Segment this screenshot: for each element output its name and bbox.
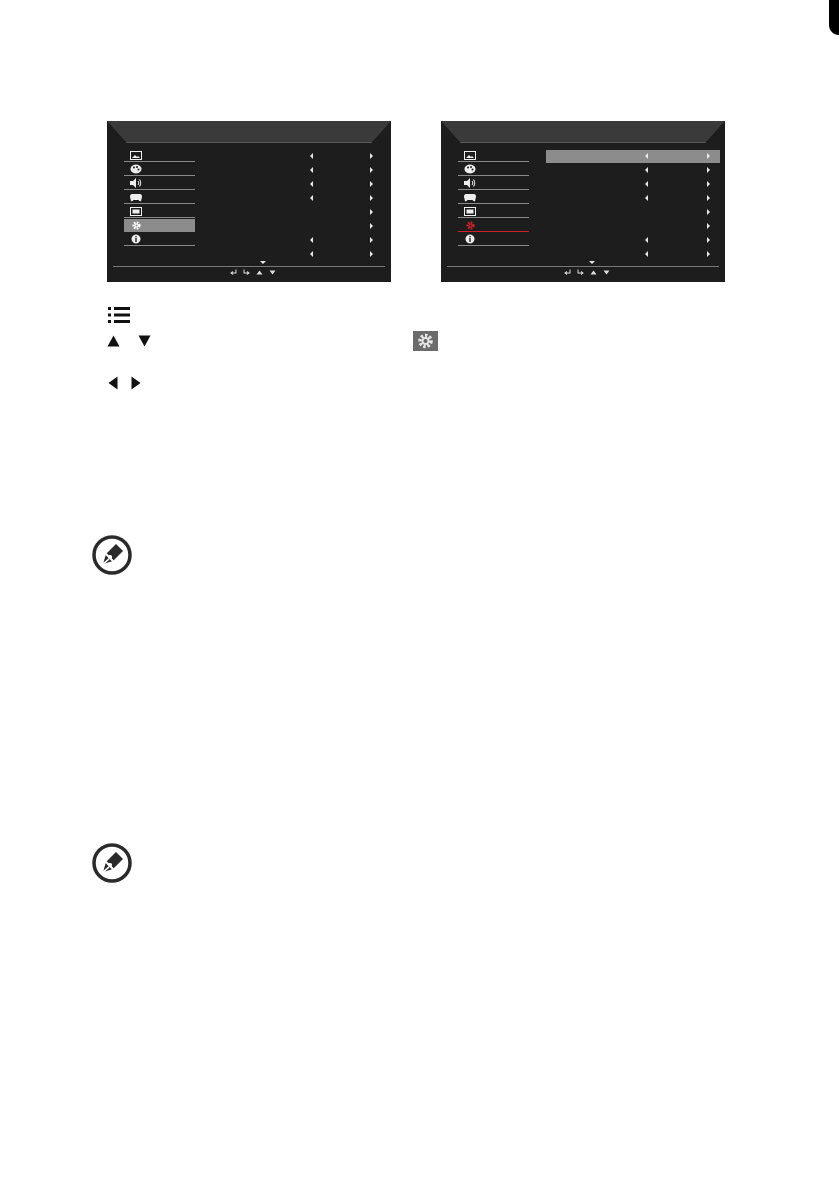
left-arrow-icon (645, 167, 648, 173)
osd-nav-audio[interactable] (458, 177, 529, 190)
right-arrow-icon (131, 376, 141, 390)
right-arrow-icon (370, 251, 373, 257)
left-arrow-icon (645, 237, 648, 243)
color-palette-icon (130, 164, 142, 174)
osd-option-row[interactable] (546, 178, 720, 191)
info-icon (130, 234, 142, 244)
left-arrow-icon (310, 153, 313, 159)
left-arrow-icon (310, 181, 313, 187)
osd-nav-picture[interactable] (124, 149, 195, 162)
picture-icon (464, 150, 476, 160)
down-arrow-icon (603, 270, 610, 275)
osd-option-row-selected[interactable] (546, 150, 720, 163)
picture-icon (130, 150, 142, 160)
up-arrow-icon (107, 335, 120, 347)
right-arrow-icon (370, 195, 373, 201)
right-arrow-icon (707, 167, 710, 173)
osd-nav-color[interactable] (124, 163, 195, 176)
right-arrow-icon (707, 209, 710, 215)
scroll-more-icon[interactable] (589, 261, 595, 264)
right-arrow-icon (707, 195, 710, 201)
up-arrow-icon (256, 270, 263, 275)
color-palette-icon (464, 164, 476, 174)
osd-option-row[interactable] (546, 192, 720, 205)
osd-nav-gaming[interactable] (458, 191, 529, 204)
page-edge-tab (829, 0, 839, 35)
osd-option-row[interactable] (303, 192, 377, 205)
osd-option-row[interactable] (303, 164, 377, 177)
right-arrow-icon (370, 167, 373, 173)
up-arrow-icon (590, 270, 597, 275)
osd-nav-osd[interactable] (124, 205, 195, 218)
osd-header-bar (441, 121, 725, 143)
osd-footer-divider (447, 266, 719, 267)
osd-option-row[interactable] (303, 248, 377, 261)
left-arrow-icon (310, 251, 313, 257)
right-arrow-icon (707, 153, 710, 159)
osd-option-row[interactable] (303, 234, 377, 247)
enter-icon (577, 269, 584, 275)
left-arrow-icon (310, 167, 313, 173)
right-arrow-icon (370, 237, 373, 243)
osd-nav-picture[interactable] (458, 149, 529, 162)
osd-nav-info[interactable] (124, 233, 195, 246)
osd-footer-controls (564, 269, 610, 275)
left-arrow-icon (645, 181, 648, 187)
right-arrow-icon (707, 223, 710, 229)
right-arrow-icon (370, 181, 373, 187)
osd-option-row[interactable] (303, 220, 377, 233)
gamepad-icon (130, 192, 142, 202)
right-arrow-icon (370, 209, 373, 215)
osd-option-row[interactable] (546, 220, 720, 233)
down-arrow-icon (138, 335, 151, 347)
note-icon (92, 535, 132, 575)
osd-option-row[interactable] (546, 248, 720, 261)
osd-nav-system-active[interactable] (458, 219, 529, 232)
gear-icon (130, 220, 142, 230)
back-icon (564, 269, 571, 275)
right-arrow-icon (707, 251, 710, 257)
osd-footer-divider (113, 266, 385, 267)
right-arrow-icon (370, 153, 373, 159)
left-arrow-icon (645, 153, 648, 159)
osd-nav-info[interactable] (458, 233, 529, 246)
speaker-icon (464, 178, 476, 188)
osd-option-row[interactable] (303, 206, 377, 219)
osd-nav-audio[interactable] (124, 177, 195, 190)
osd-option-row[interactable] (303, 150, 377, 163)
left-arrow-icon (645, 251, 648, 257)
back-icon (230, 269, 237, 275)
osd-nav-color[interactable] (458, 163, 529, 176)
enter-icon (243, 269, 250, 275)
osd-nav-gaming[interactable] (124, 191, 195, 204)
left-arrow-icon (645, 195, 648, 201)
right-arrow-icon (707, 237, 710, 243)
gamepad-icon (464, 192, 476, 202)
settings-gear-icon (413, 331, 438, 351)
osd-header-bar (107, 121, 391, 143)
right-arrow-icon (370, 223, 373, 229)
osd-screen-main-menu (107, 121, 391, 282)
osd-option-row[interactable] (303, 178, 377, 191)
right-arrow-icon (707, 181, 710, 187)
osd-option-row[interactable] (546, 164, 720, 177)
left-arrow-icon (108, 376, 118, 390)
osd-footer-controls (230, 269, 276, 275)
speaker-icon (130, 178, 142, 188)
osd-option-row[interactable] (546, 234, 720, 247)
down-arrow-icon (269, 270, 276, 275)
note-icon (92, 843, 132, 883)
scroll-more-icon[interactable] (260, 261, 266, 264)
menu-list-icon (108, 306, 130, 324)
osd-window-icon (130, 206, 142, 216)
gear-icon (464, 220, 476, 230)
left-arrow-icon (310, 195, 313, 201)
osd-nav-osd[interactable] (458, 205, 529, 218)
osd-nav-system[interactable] (124, 219, 195, 232)
osd-screen-system-menu (441, 121, 725, 282)
osd-window-icon (464, 206, 476, 216)
left-arrow-icon (310, 237, 313, 243)
info-icon (464, 234, 476, 244)
osd-option-row[interactable] (546, 206, 720, 219)
